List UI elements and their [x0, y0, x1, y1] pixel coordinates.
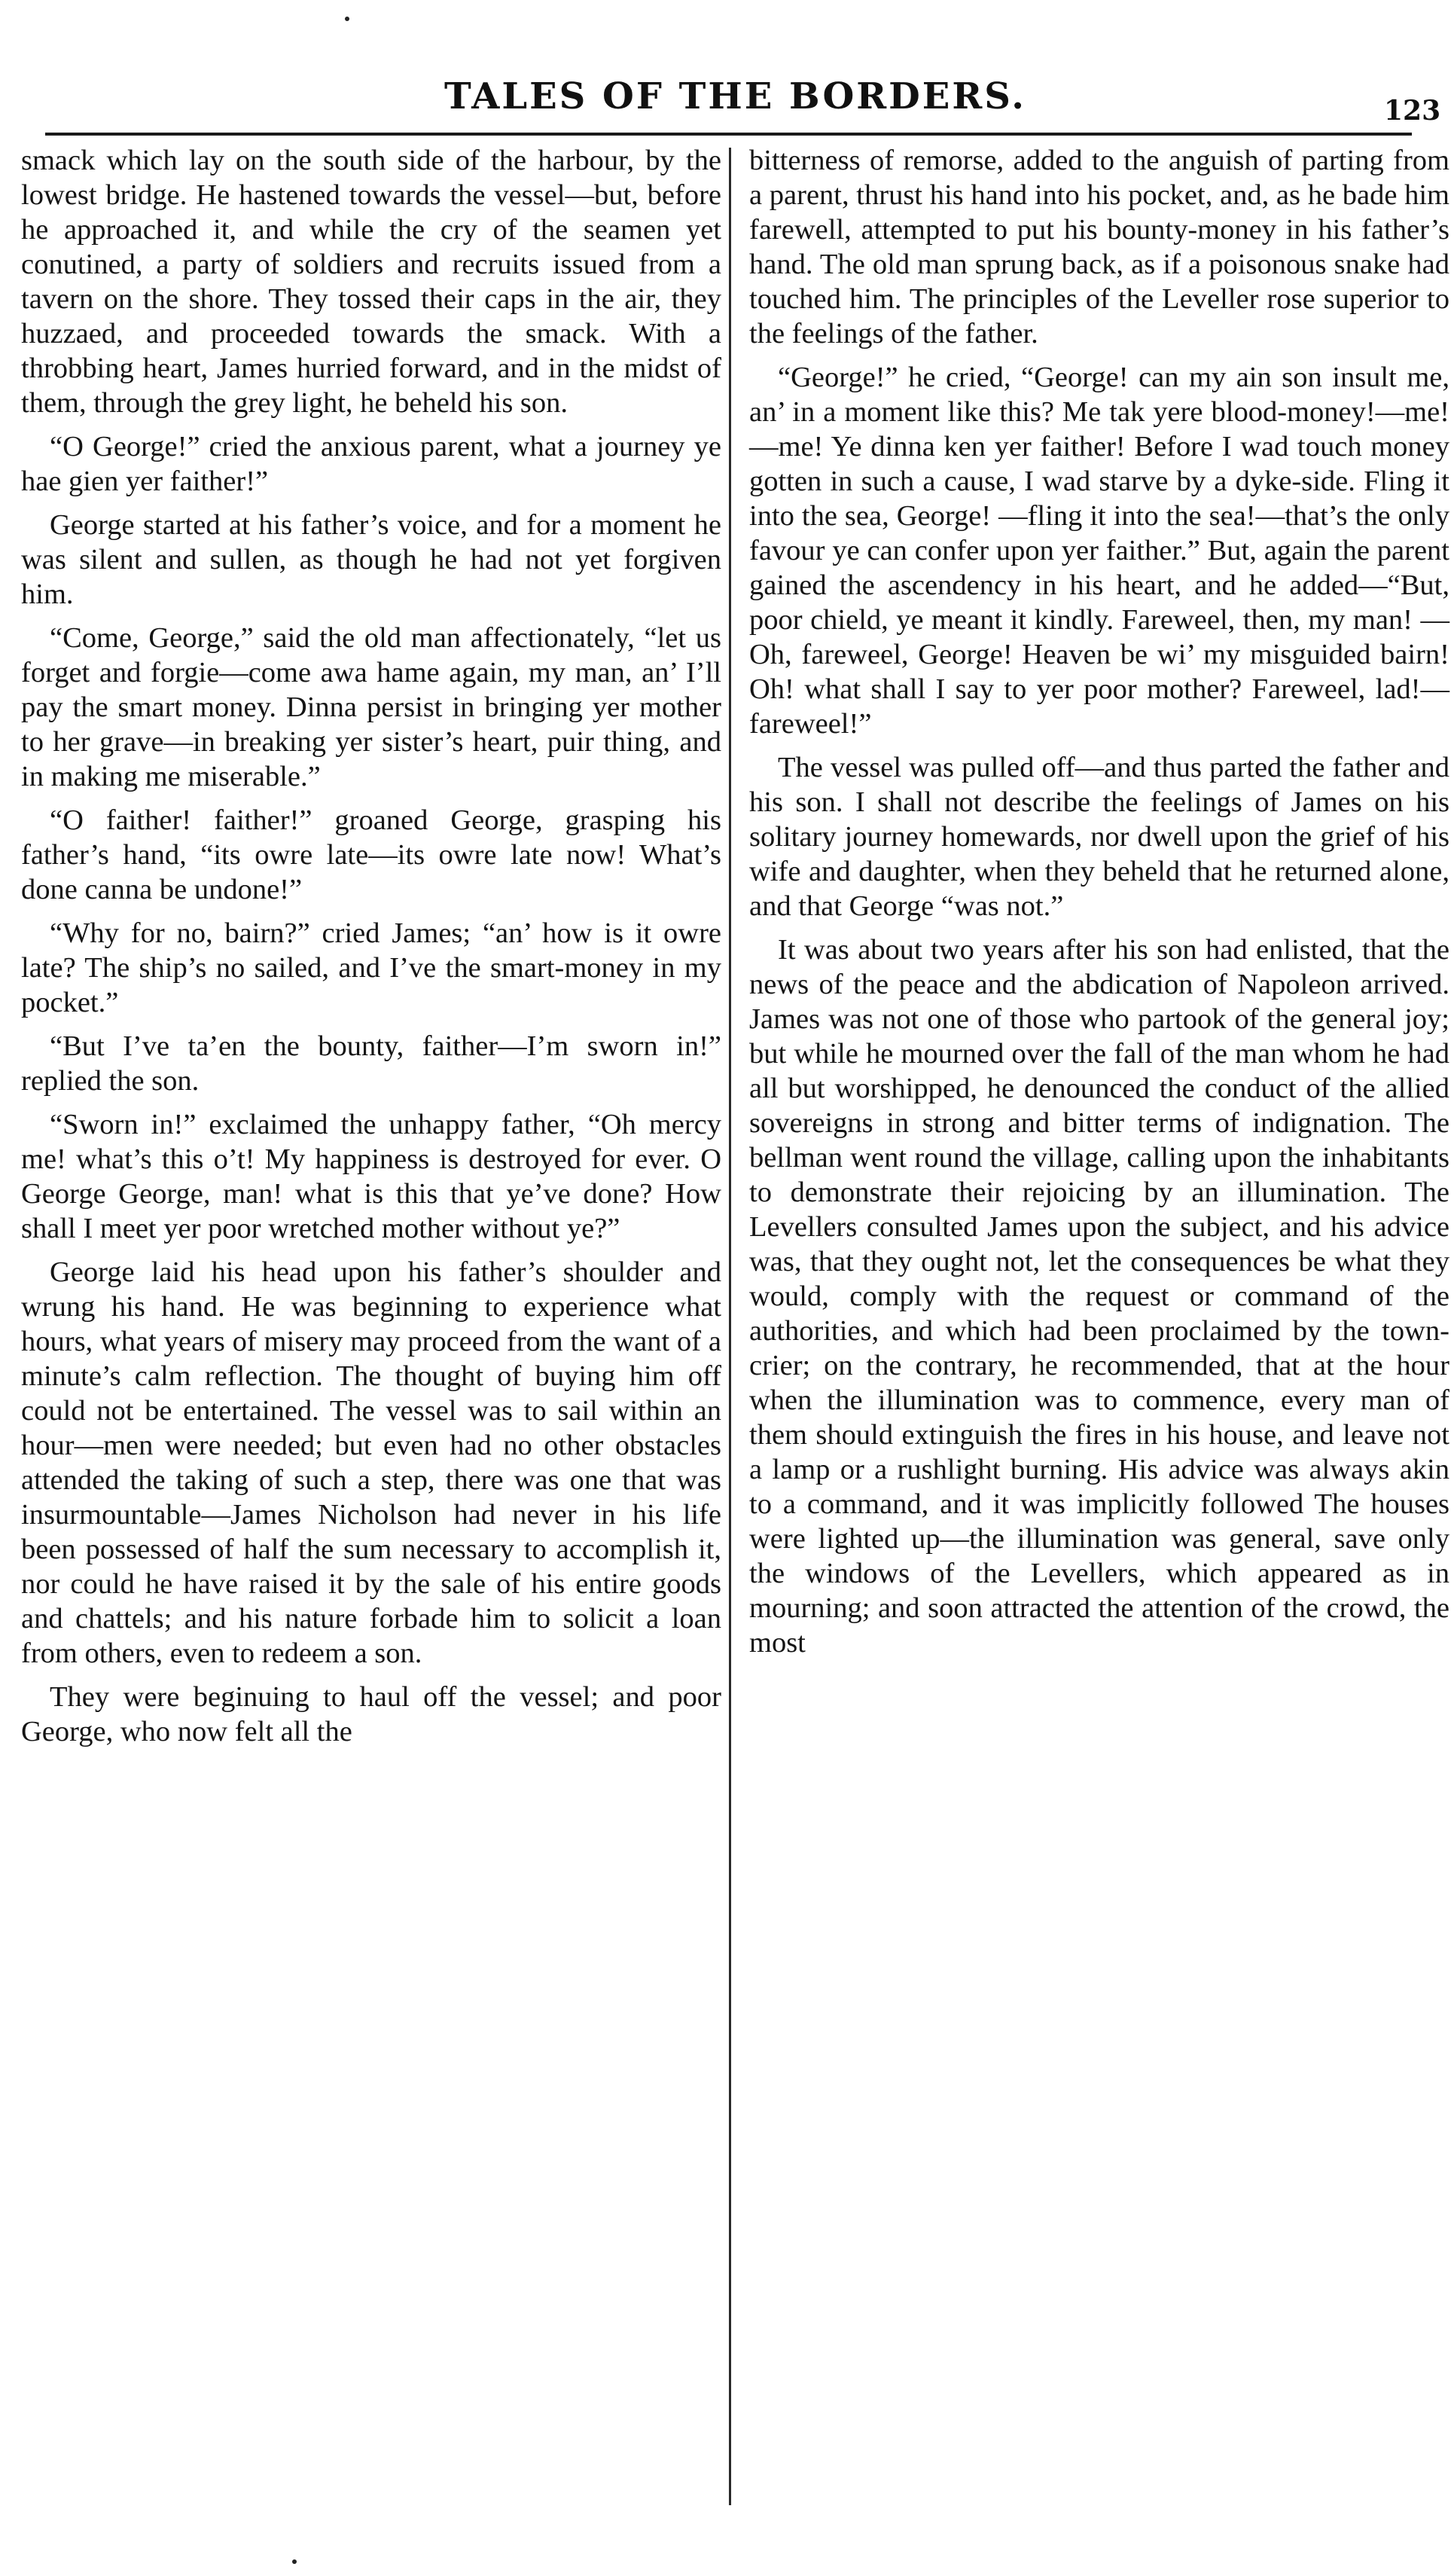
paragraph: “Why for no, bairn?” cried James; “an’ how is it owre late? The ship’s no sailed, and I’ve the smart-money in my pocket.”	[21, 917, 721, 1018]
paragraph: They were beginuing to haul off the vessel; and poor George, who now felt all the	[21, 1681, 721, 1747]
page-number: 123	[1384, 95, 1441, 127]
header-rule	[45, 133, 1412, 136]
paragraph: smack which lay on the south side of the harbour, by the lowest bridge. He hastened towards the vessel—but, before he approached it, and while the cry of the seamen yet conutined, a party of soldiers and recruits issued from a tavern on the shore. They tossed their caps in the air, they huzzaed, and proceeded towards the smack. With a throbbing heart, James hurried forward, and in the midst of them, through the grey light, he beheld his son.	[21, 145, 721, 419]
paragraph: It was about two years after his son had enlisted, that the news of the peace and the abdication of Napoleon arrived. James was not one of those who partook of the general joy; but while he mourned over the fall of the man whom he had all but worshipped, he denounced the conduct of the allied sovereigns in strong and bitter terms of indignation. The bellman went round the village, calling upon the inhabitants to demonstrate their rejoicing by an illumination. The Levellers consulted James upon the subject, and his advice was, that they ought not, let the consequences be what they would, comply with the request or command of the authorities, and which had been proclaimed by the town-crier; on the contrary, he recommended, that at the hour when the illumination was to commence, every man of them should extinguish the fires in his house, and leave not a lamp or a rushlight burning. His advice was always akin to a command, and it was implicitly followed The houses were lighted up—the illumination was general, save only the windows of the Levellers, which appeared as in mourning; and soon attracted the attention of the crowd, the most	[749, 934, 1449, 1659]
paragraph: George laid his head upon his father’s shoulder and wrung his hand. He was beginning to experience what hours, what years of misery may proceed from the want of a minute’s calm reflection. The thought of buying him off could not be entertained. The vessel was to sail within an hour—men were needed; but even had no other obstacles attended the taking of such a step, there was one that was insurmountable—James Nicholson had never in his life been possessed of half the sum necessary to accomplish it, nor could he have raised it by the sale of his entire goods and chattels; and his nature forbade him to solicit a loan from others, even to redeem a son.	[21, 1256, 721, 1669]
paragraph: “O George!” cried the anxious parent, what a journey ye hae gien yer faither!”	[21, 431, 721, 497]
paragraph: “George!” he cried, “George! can my ain son insult me, an’ in a moment like this? Me tak yere blood-money!—me!—me! Ye dinna ken yer faither! Before I wad touch money gotten in such a cause, I wad starve by a dyke-side. Fling it into the sea, George! —fling it into the sea!—that’s the only favour ye can confer upon yer faither.” But, again the parent gained the ascendency in his heart, and he added—“But, poor chield, ye meant it kindly. Fareweel, then, my man! —Oh, fareweel, George! Heaven be wi’ my misguided bairn! Oh! what shall I say to yer poor mother? Fareweel, lad!—fareweel!”	[749, 362, 1449, 740]
paragraph: George started at his father’s voice, and for a moment he was silent and sullen, as though he had not yet forgiven him.	[21, 509, 721, 610]
paragraph: bitterness of remorse, added to the anguish of parting from a parent, thrust his hand into his pocket, and, as he bade him farewell, attempted to put his bounty-money in his father’s hand. The old man sprung back, as if a poisonous snake had touched him. The principles of the Leveller rose superior to the feelings of the father.	[749, 145, 1449, 349]
right-column	[749, 143, 1449, 1669]
paragraph: “Sworn in!” exclaimed the unhappy father, “Oh mercy me! what’s this o’t! My happiness is destroyed for ever. O George George, man! what is this that ye’ve done? How shall I meet yer poor wretched mother without ye?”	[21, 1109, 721, 1244]
column-divider	[729, 148, 731, 2505]
left-column	[21, 143, 721, 1758]
paragraph: “But I’ve ta’en the bounty, faither—I’m sworn in!” replied the son.	[21, 1030, 721, 1097]
paragraph: “O faither! faither!” groaned George, grasping his father’s hand, “its owre late—its owre late now! What’s done canna be undone!”	[21, 804, 721, 905]
running-header-title: TALES OF THE BORDERS.	[444, 75, 1026, 118]
print-speck	[345, 17, 349, 21]
print-speck	[292, 2559, 297, 2564]
paragraph: The vessel was pulled off—and thus parted the father and his son. I shall not describe the feelings of James on his solitary journey homewards, nor dwell upon the grief of his wife and daughter, when they beheld that he returned alone, and that George “was not.”	[749, 752, 1449, 922]
paragraph: “Come, George,” said the old man affectionately, “let us forget and forgie—come awa hame again, my man, an’ I’ll pay the smart money. Dinna persist in bringing yer mother to her grave—in breaking yer sister’s heart, puir thing, and in making me miserable.”	[21, 622, 721, 792]
